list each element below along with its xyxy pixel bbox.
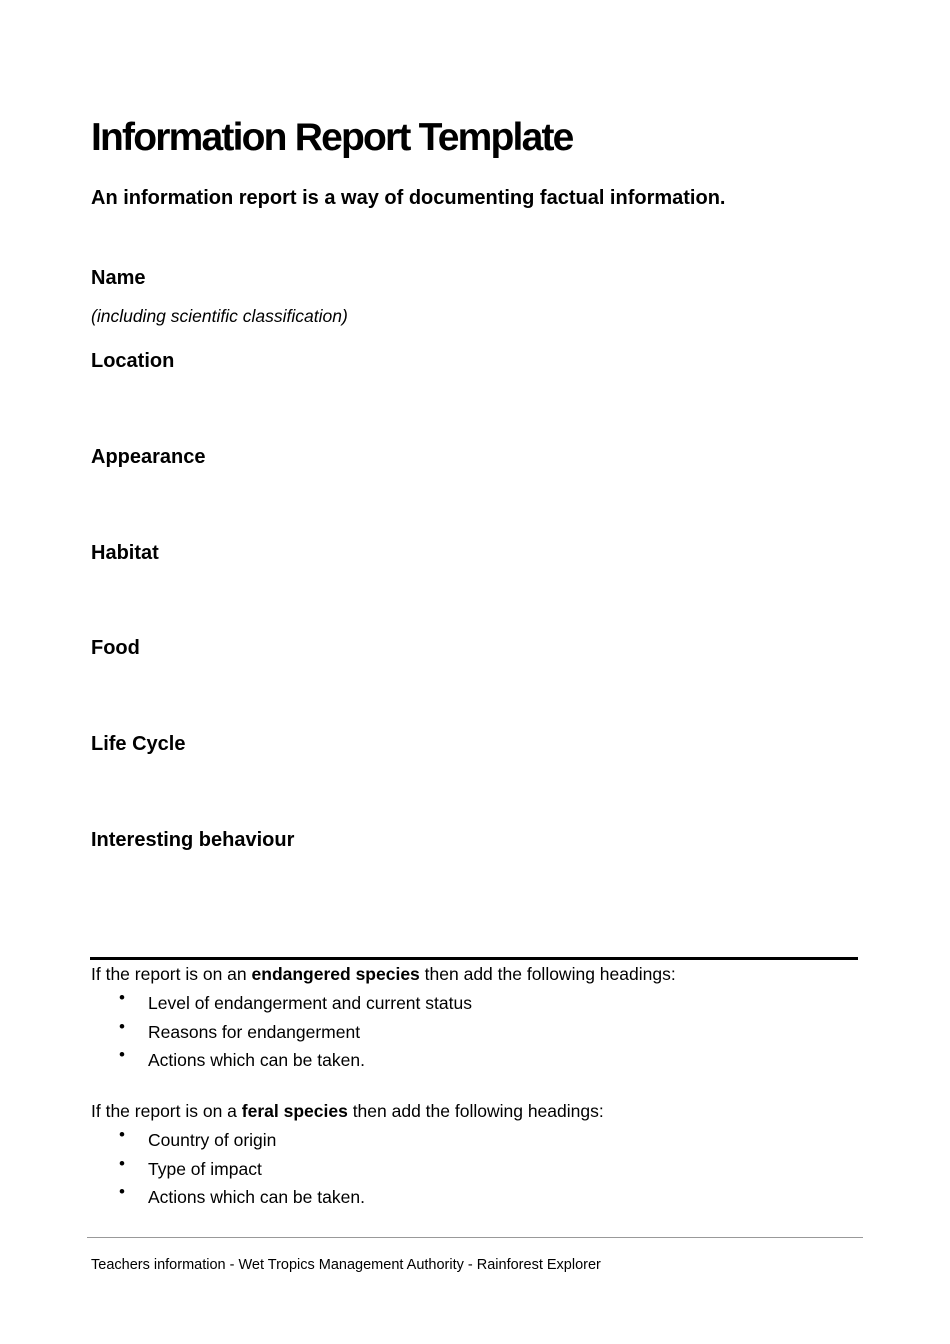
feral-intro-after: then add the following headings: (347, 1101, 604, 1121)
bullet-icon: • (119, 1125, 125, 1144)
page-footer: Teachers information - Wet Tropics Management Authority - Rainforest Explorer (91, 1257, 601, 1273)
endangered-intro-before: If the report is on an (91, 964, 252, 984)
list-item (91, 1153, 365, 1187)
heading-appearance: Appearance (91, 446, 206, 468)
list-item (91, 1182, 365, 1215)
endangered-intro-bold: endangered species (251, 964, 420, 984)
endangered-intro (91, 963, 676, 985)
list-item-text: Level of endangerment and current status (148, 993, 472, 1013)
heading-name-note: (including scientific classification) (91, 306, 348, 326)
list-item (91, 1016, 472, 1050)
bullet-icon: • (119, 988, 125, 1007)
heading-food: Food (91, 637, 140, 659)
feral-intro-before: If the report is on a (91, 1101, 242, 1121)
list-item (91, 1125, 365, 1158)
list-item-text: Country of origin (148, 1130, 277, 1150)
list-item-text: Type of impact (148, 1158, 262, 1179)
heading-habitat: Habitat (91, 542, 159, 564)
feral-intro (91, 1100, 604, 1122)
feral-list (91, 1125, 365, 1215)
heading-life-cycle: Life Cycle (91, 733, 186, 755)
list-item (91, 988, 472, 1021)
list-item-text: Actions which can be taken. (148, 1187, 365, 1208)
bullet-icon: • (119, 1016, 125, 1036)
endangered-intro-after: then add the following headings: (419, 964, 676, 984)
feral-intro-bold: feral species (241, 1101, 348, 1121)
list-item (91, 1045, 472, 1078)
section-divider (90, 957, 858, 960)
bullet-icon: • (119, 1153, 125, 1173)
heading-name: Name (91, 267, 146, 289)
document-subtitle: An information report is a way of documenting factual information. (91, 187, 726, 209)
heading-location: Location (91, 350, 175, 372)
list-item-text: Actions which can be taken. (148, 1050, 365, 1071)
heading-interesting-behaviour: Interesting behaviour (91, 829, 295, 851)
list-item-text: Reasons for endangerment (148, 1021, 361, 1042)
bullet-icon: • (119, 1045, 125, 1065)
endangered-list (91, 988, 472, 1078)
footer-divider (87, 1237, 863, 1238)
document-title: Information Report Template (91, 116, 573, 159)
bullet-icon: • (119, 1182, 125, 1202)
